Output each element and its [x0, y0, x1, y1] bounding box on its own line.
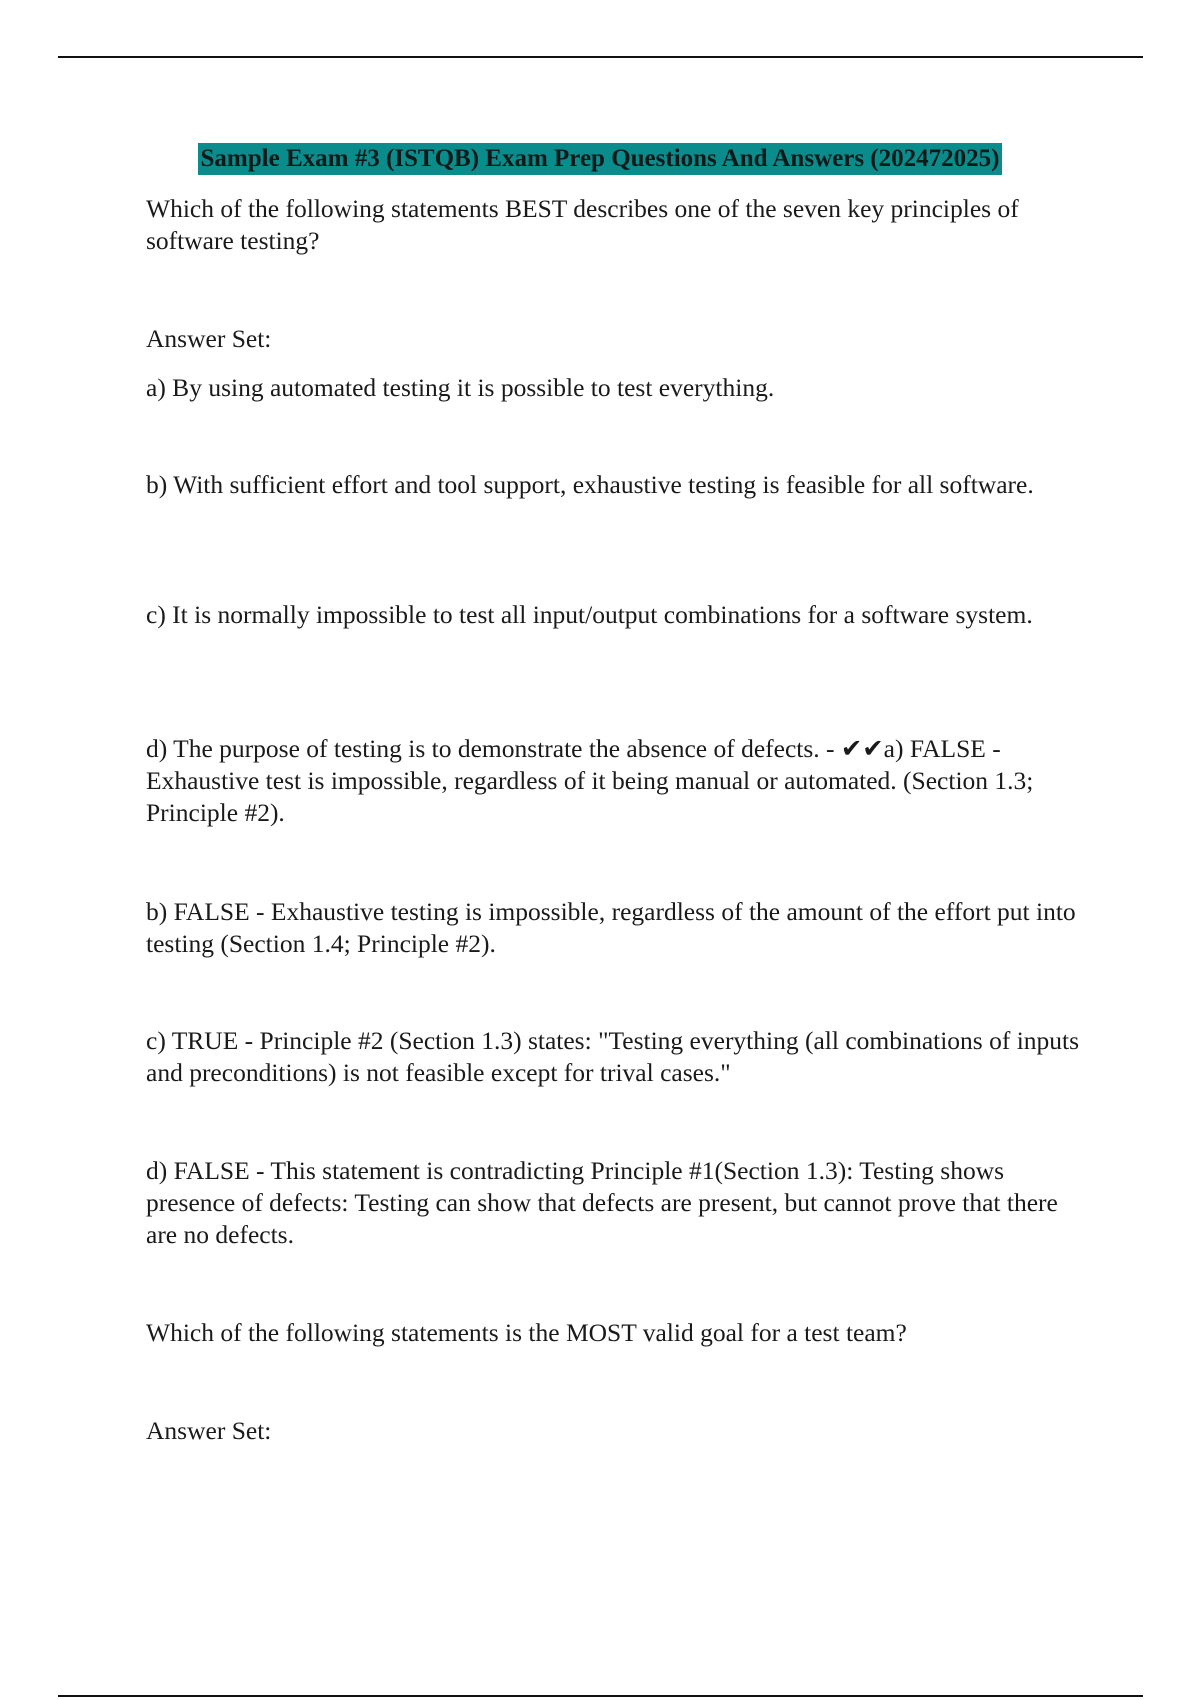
header-rule	[58, 56, 1143, 58]
document-title: Sample Exam #3 (ISTQB) Exam Prep Questions And Answers (202472025)	[198, 143, 1003, 175]
option-c: c) It is normally impossible to test all input/output combinations for a software system.	[146, 600, 1033, 629]
explanation-d: d) FALSE - This statement is contradicting Principle #1(Section 1.3): Testing shows presence of defects: Testing can show that defects are present, but cannot prove that there are no defects.	[146, 1156, 1058, 1249]
answer-set-label-1: Answer Set:	[146, 324, 272, 353]
option-d-with-answer: d) The purpose of testing is to demonstrate the absence of defects. - ✔✔a) FALSE - Exhaustive test is impossible, regardless of it being manual or automated. (Section 1.3; Principle #2).	[146, 734, 1034, 827]
question-1-text: Which of the following statements BEST describes one of the seven key principles of software testing?	[146, 194, 1019, 255]
option-a: a) By using automated testing it is possible to test everything.	[146, 373, 775, 402]
answer-set-label-2: Answer Set:	[146, 1416, 272, 1445]
footer-rule	[58, 1695, 1143, 1697]
explanation-c: c) TRUE - Principle #2 (Section 1.3) states: "Testing everything (all combinations of inputs and preconditions) is not feasible except for trival cases."	[146, 1026, 1080, 1087]
title-block	[0, 143, 1200, 175]
explanation-b: b) FALSE - Exhaustive testing is impossible, regardless of the amount of the effort put into testing (Section 1.4; Principle #2).	[146, 897, 1076, 958]
option-b: b) With sufficient effort and tool support, exhaustive testing is feasible for all software.	[146, 470, 1034, 499]
question-2-text: Which of the following statements is the MOST valid goal for a test team?	[146, 1318, 907, 1347]
